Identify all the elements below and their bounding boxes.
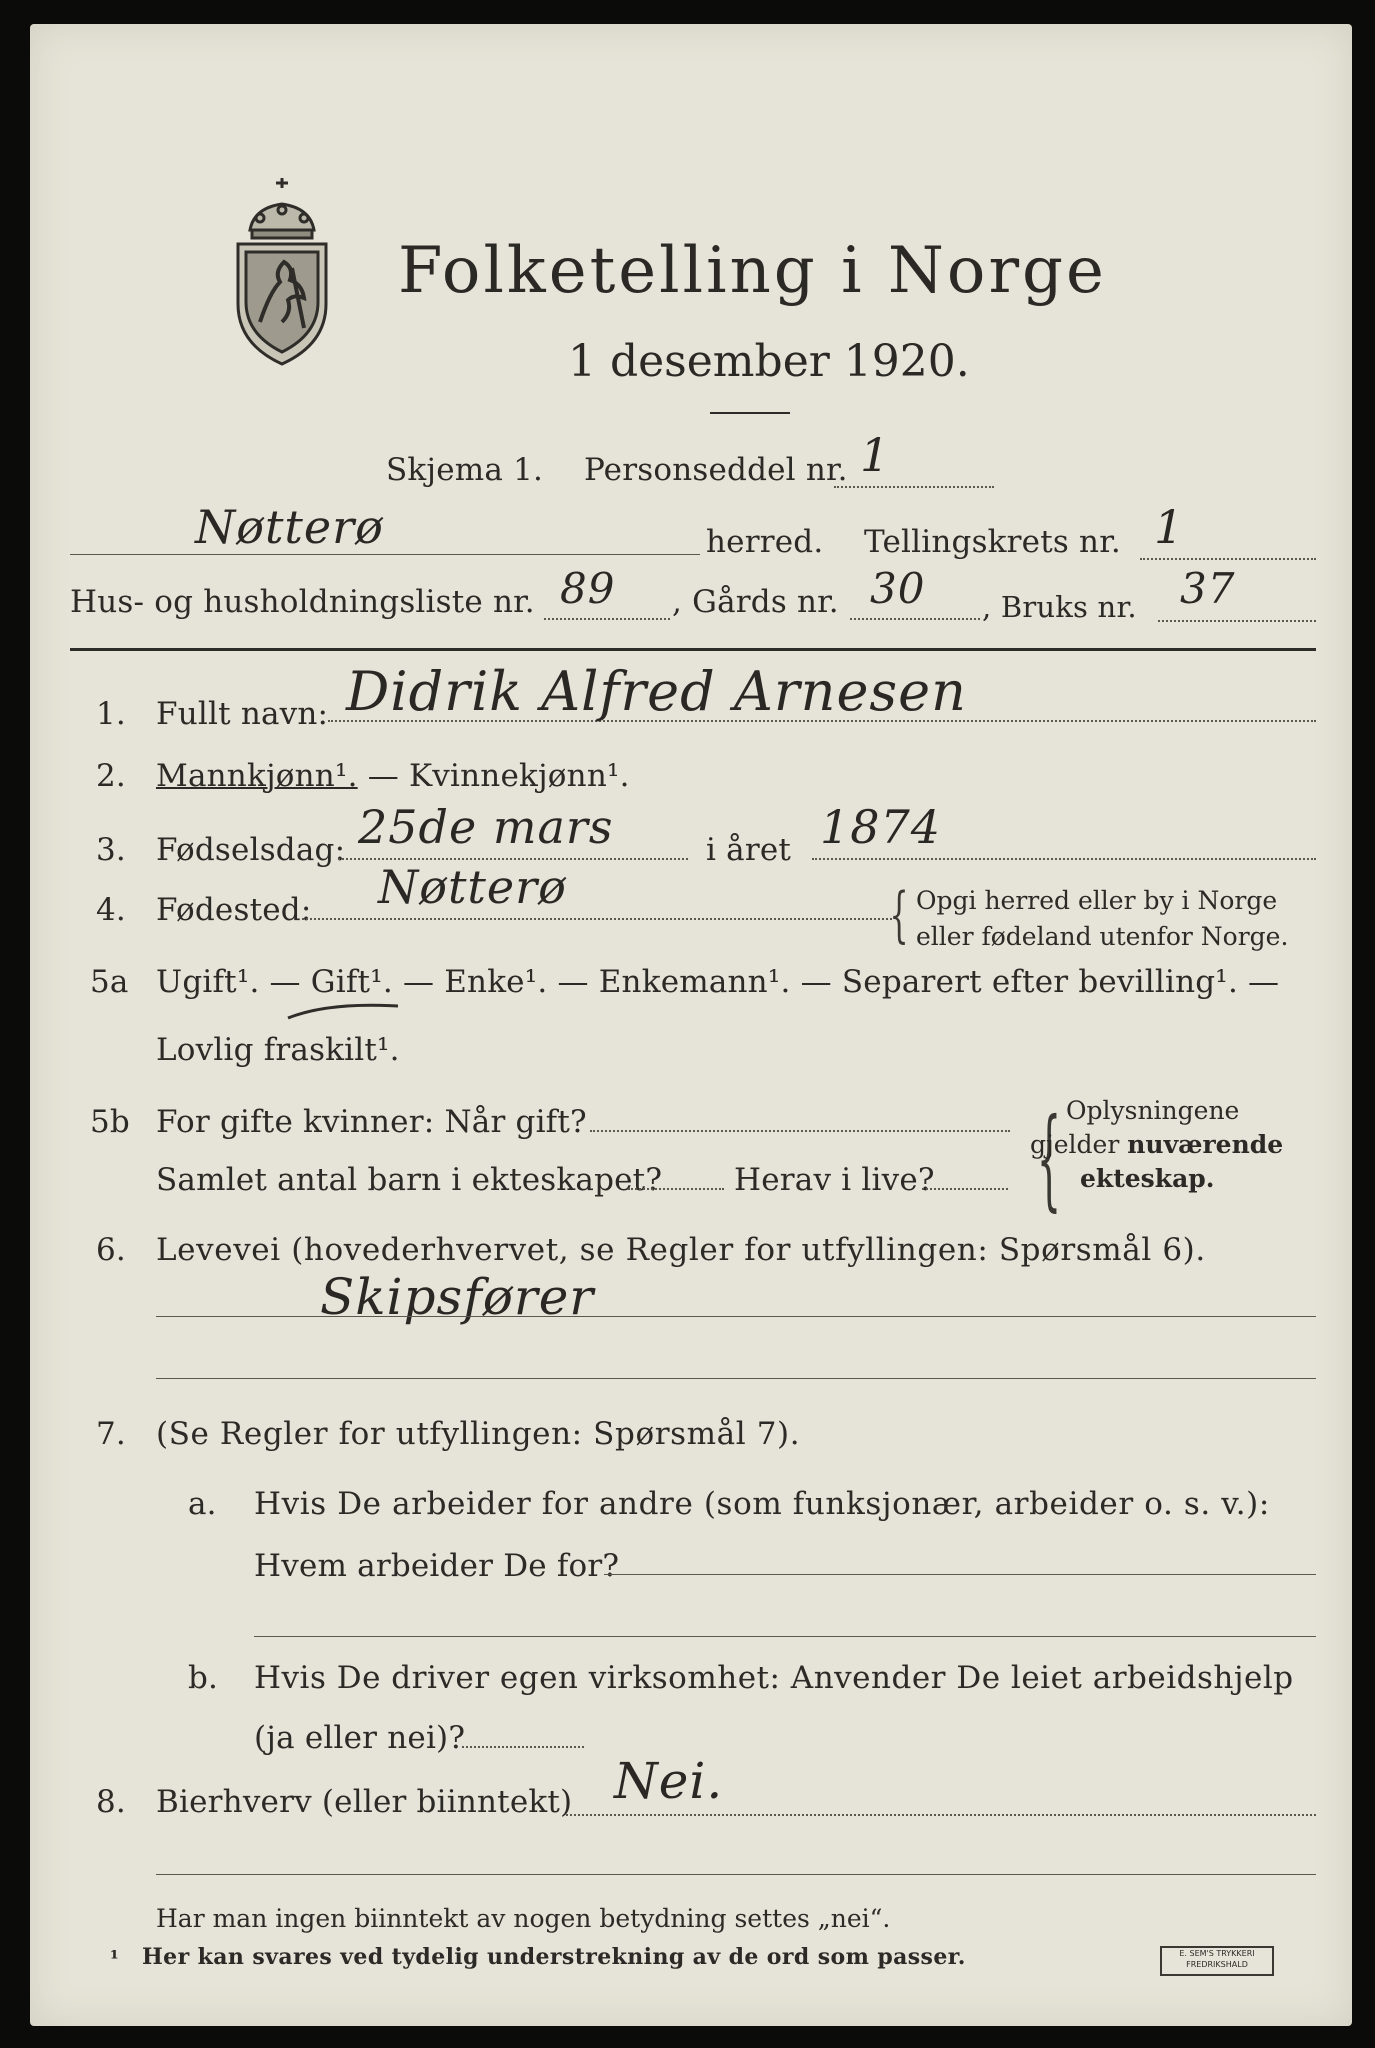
q5a-line-2: Lovlig fraskilt¹. <box>156 1032 400 1068</box>
q8-line <box>566 1814 1316 1816</box>
bruks-line <box>1158 620 1316 622</box>
gender-female-option[interactable]: — Kvinnekjønn¹. <box>357 758 630 794</box>
norwegian-coat-of-arms-icon <box>230 172 334 372</box>
q1-number: 1. <box>96 696 126 732</box>
q4-line <box>302 918 892 920</box>
hus-label: Hus- og husholdningsliste nr. <box>70 584 535 620</box>
q4-note-line-1: Opgi herred eller by i Norge <box>916 886 1278 915</box>
q6-number: 6. <box>96 1232 126 1268</box>
q7a-letter: a. <box>188 1486 217 1522</box>
gards-value[interactable]: 30 <box>870 564 926 613</box>
q6-line-2 <box>156 1378 1316 1379</box>
q4-note-line-2: eller fødeland utenfor Norge. <box>916 922 1289 951</box>
q7a-line-1: Hvis De arbeider for andre (som funksjonær, arbeider o. s. v.): <box>254 1486 1270 1522</box>
q7a-line-2: Hvem arbeider De for? <box>254 1548 620 1584</box>
gender-male-option[interactable]: Mannkjønn¹. <box>156 758 358 794</box>
birth-year-value[interactable]: 1874 <box>820 800 942 854</box>
footnote-text: Her kan svares ved tydelig understrekning av de ord som passer. <box>142 1944 966 1970</box>
skjema-label: Skjema 1. <box>386 452 544 488</box>
q7-number: 7. <box>96 1416 126 1452</box>
q8-label: Bierhverv (eller biinntekt) <box>156 1784 573 1820</box>
q6-label: Levevei (hovederhvervet, se Regler for utfyllingen: Spørsmål 6). <box>156 1232 1206 1268</box>
q4-brace: { <box>889 880 909 950</box>
q7b-answer-line <box>462 1746 584 1748</box>
form-title: Folketelling i Norge <box>398 234 1107 308</box>
q2-gender <box>156 758 630 794</box>
q7a-employer-line <box>604 1574 1316 1575</box>
q6-line-1 <box>156 1316 1316 1317</box>
herred-line <box>70 554 700 555</box>
gards-line <box>850 618 980 620</box>
side-income-note: Har man ingen biinntekt av nogen betydning settes „nei“. <box>156 1904 891 1933</box>
herred-label: herred. <box>706 524 824 560</box>
birth-day-value[interactable]: 25de mars <box>358 800 614 854</box>
q3-label: Fødselsdag: <box>156 832 346 868</box>
q5b-alive-label: Herav i live? <box>734 1162 935 1198</box>
herred-value[interactable]: Nøtterø <box>195 500 384 554</box>
q4-label: Fødested: <box>156 892 312 928</box>
tellingskrets-value[interactable]: 1 <box>1154 500 1185 554</box>
occupation-value[interactable]: Skipsfører <box>320 1268 595 1326</box>
hus-value[interactable]: 89 <box>560 564 616 613</box>
title-divider <box>710 412 790 414</box>
header-separator <box>70 648 1316 651</box>
q8-extra-line <box>156 1874 1316 1875</box>
census-form-sheet <box>30 24 1352 2026</box>
bruks-value[interactable]: 37 <box>1180 564 1236 613</box>
q5a-number: 5a <box>90 964 129 1000</box>
q7b-line-2: (ja eller nei)? <box>254 1720 466 1756</box>
footnote-mark: ¹ <box>110 1946 119 1970</box>
hus-line <box>544 618 670 620</box>
tellingskrets-line <box>1140 558 1316 560</box>
q5b-note-line-3: ekteskap. <box>1080 1164 1215 1193</box>
personseddel-label: Personseddel nr. <box>584 452 848 488</box>
q8-number: 8. <box>96 1784 126 1820</box>
q7b-letter: b. <box>188 1660 219 1696</box>
q5b-number: 5b <box>90 1104 130 1140</box>
q4-number: 4. <box>96 892 126 928</box>
q5b-brace: { <box>1036 1094 1062 1222</box>
q5a-line-1: Ugift¹. — Gift¹. — Enke¹. — Enkemann¹. — Separert efter bevilling¹. — <box>156 964 1280 1000</box>
q5b-children-label: Samlet antal barn i ekteskapet? <box>156 1162 663 1198</box>
q7b-line-1: Hvis De driver egen virksomhet: Anvender De leiet arbeidshjelp <box>254 1660 1294 1696</box>
q3-year-label: i året <box>706 832 792 868</box>
q3-number: 3. <box>96 832 126 868</box>
q3-year-line <box>812 858 1316 860</box>
gift-underline-mark <box>284 998 404 1022</box>
q5b-line-1: For gifte kvinner: Når gift? <box>156 1104 587 1140</box>
tellingskrets-label: Tellingskrets nr. <box>864 524 1121 560</box>
printer-stamp: E. SEM'S TRYKKERI FREDRIKSHALD <box>1160 1946 1274 1976</box>
personseddel-line <box>834 486 994 488</box>
q5b-children-line <box>628 1188 724 1190</box>
q5b-alive-line <box>922 1188 1008 1190</box>
birthplace-value[interactable]: Nøtterø <box>378 860 567 914</box>
census-date: 1 desember 1920. <box>568 336 970 387</box>
q5b-note-line-1: Oplysningene <box>1066 1096 1240 1125</box>
q2-number: 2. <box>96 758 126 794</box>
side-income-value[interactable]: Nei. <box>614 1752 724 1810</box>
q7a-extra-line <box>254 1636 1316 1637</box>
gards-label: , Gårds nr. <box>672 584 839 620</box>
bruks-label: , Bruks nr. <box>982 590 1137 624</box>
full-name-value[interactable]: Didrik Alfred Arnesen <box>346 660 967 723</box>
q5b-married-line <box>590 1130 1010 1132</box>
personseddel-value[interactable]: 1 <box>860 428 891 482</box>
q1-label: Fullt navn: <box>156 696 329 732</box>
q7-label: (Se Regler for utfyllingen: Spørsmål 7). <box>156 1416 801 1452</box>
q5b-note-line-2: gjelder nuværende <box>1030 1130 1284 1159</box>
